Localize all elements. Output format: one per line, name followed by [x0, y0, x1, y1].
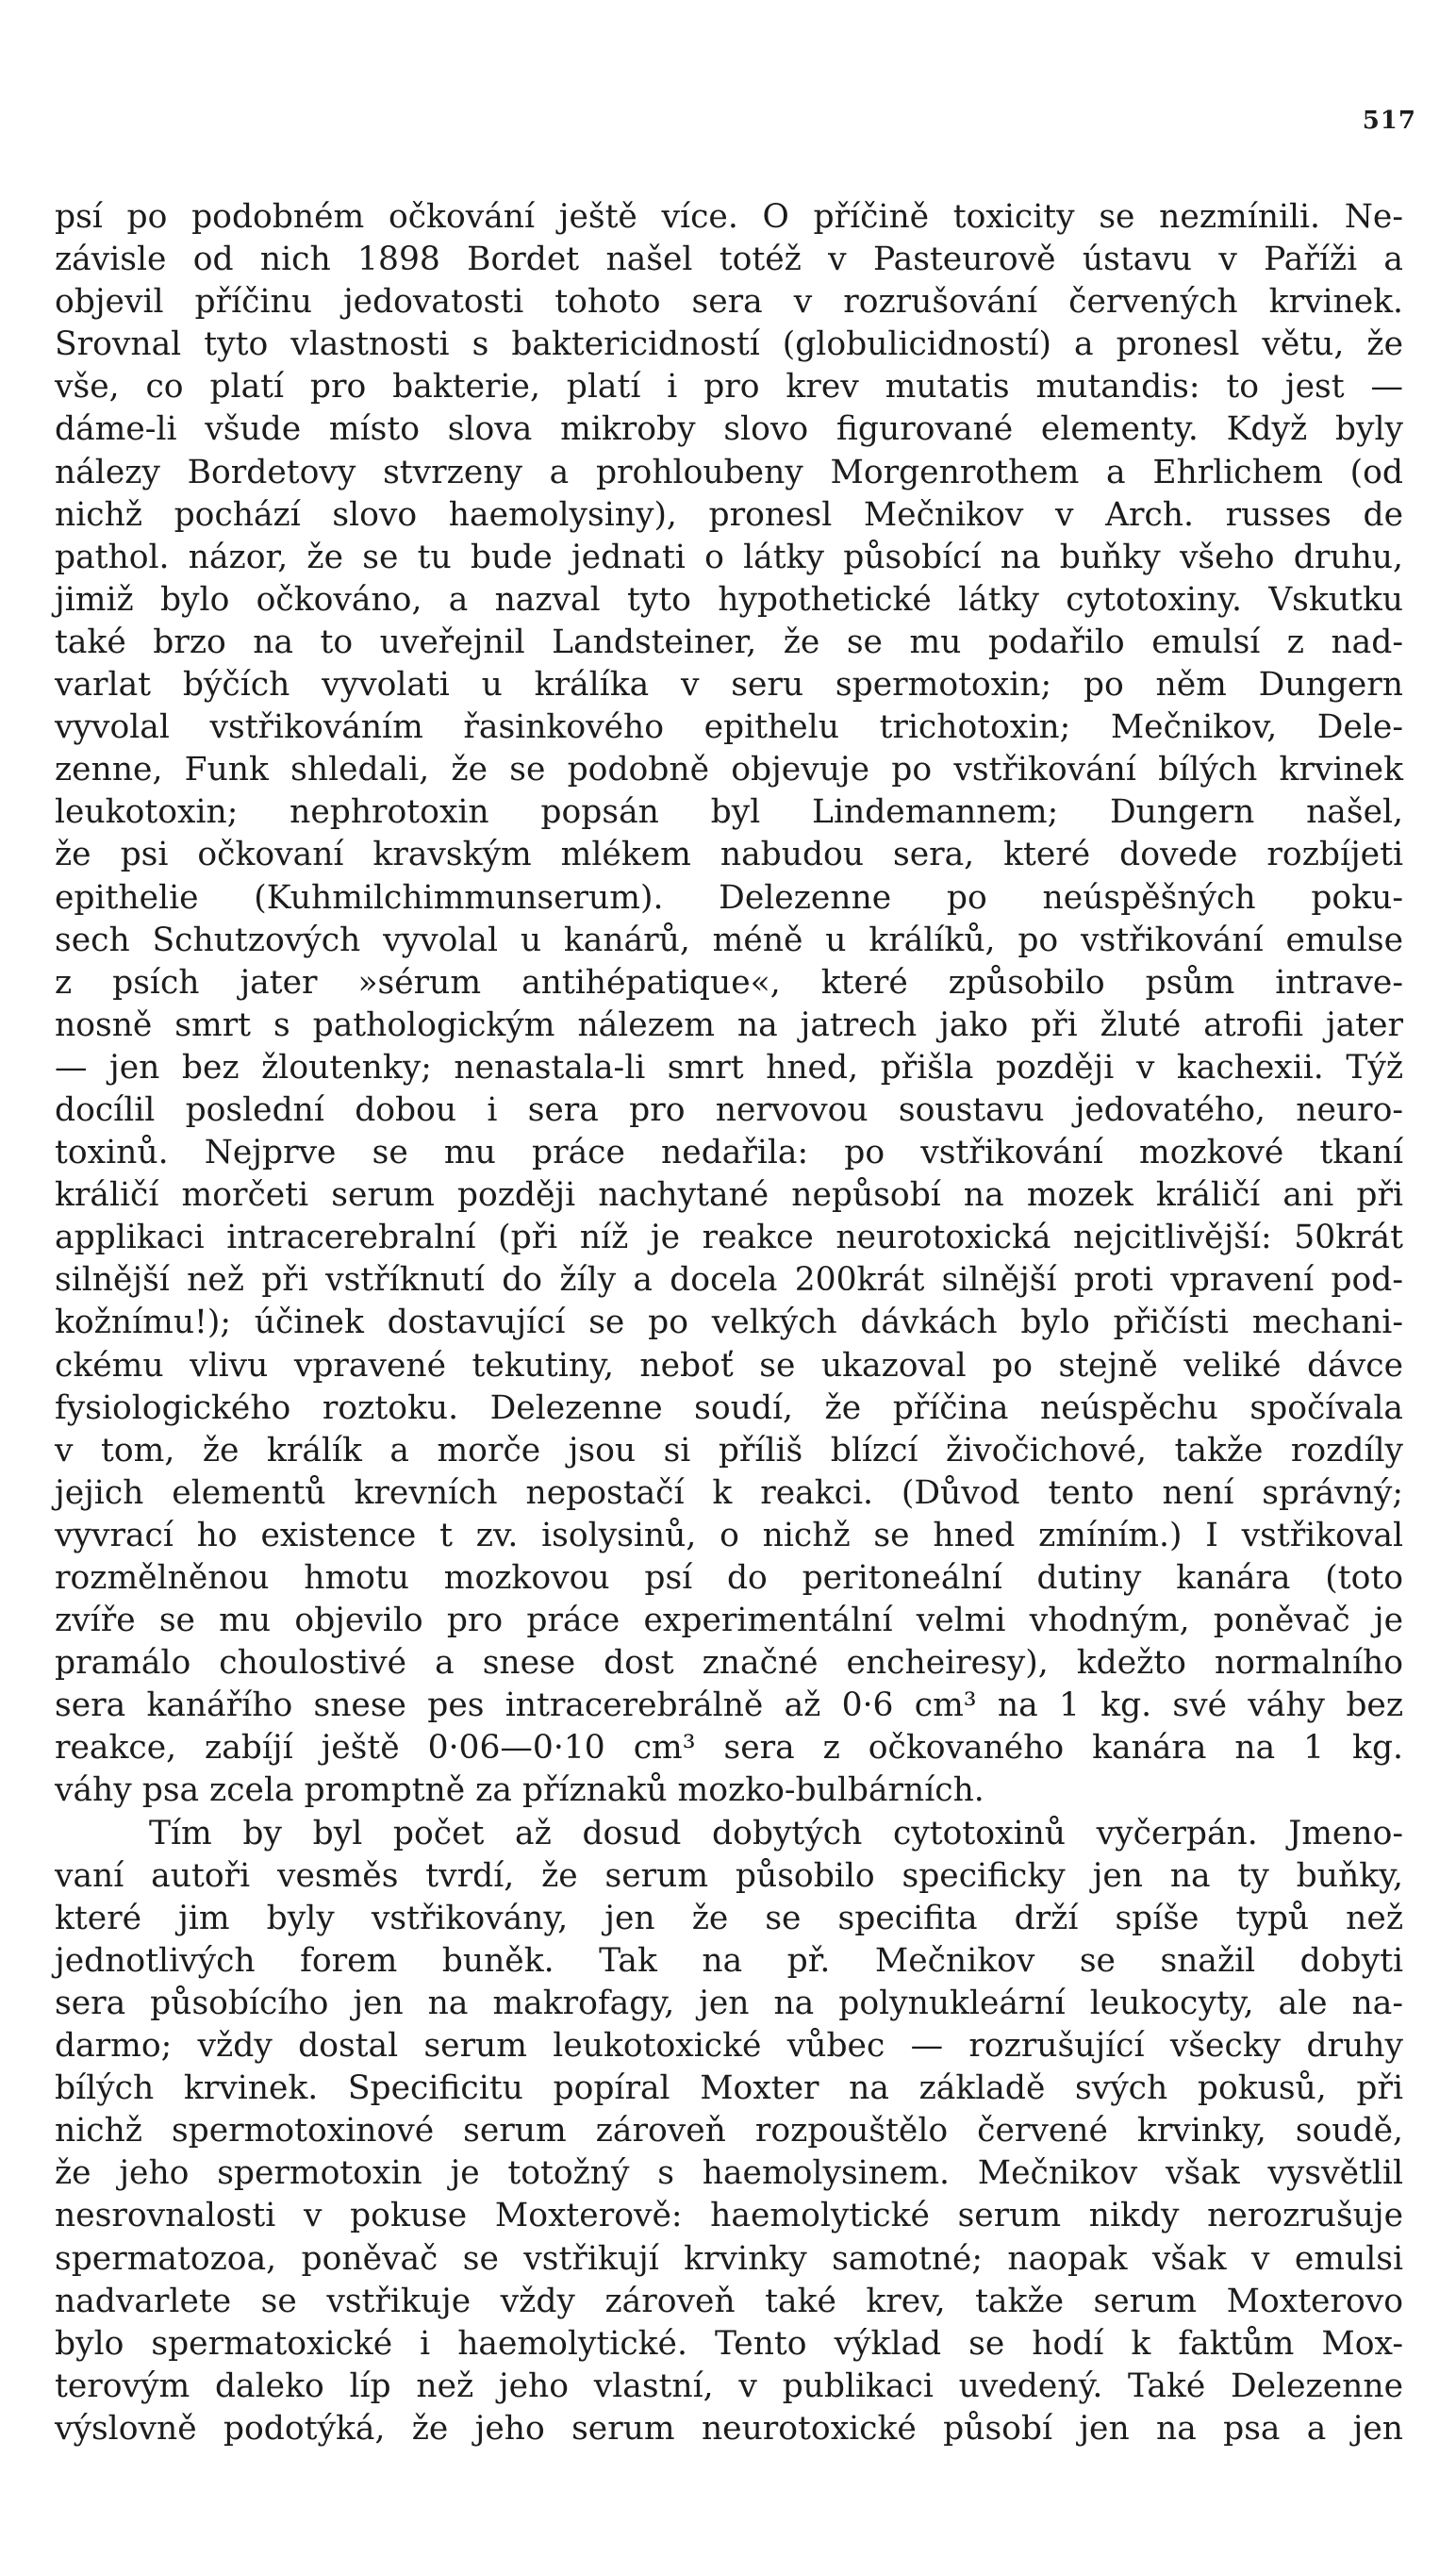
- text-line: sera kanářího snese pes intracerebrálně až 0·6 cm³ na 1 kg. své váhy bez: [55, 1686, 1403, 1725]
- text-line: terovým daleko líp než jeho vlastní, v publikaci uvedený. Také Delezenne: [55, 2366, 1403, 2405]
- text-line: ckému vlivu vpravené tekutiny, neboť se ukazoval po stejně veliké dávce: [55, 1346, 1403, 1385]
- body-text: [55, 196, 1403, 2450]
- text-line: dáme-li všude místo slova mikroby slovo figurované elementy. Když byly: [55, 410, 1403, 449]
- text-line: že jeho spermotoxin je totožný s haemolysinem. Mečnikov však vysvětlil: [55, 2154, 1403, 2193]
- text-line: leukotoxin; nephrotoxin popsán byl Lindemannem; Dungern našel,: [55, 793, 1403, 832]
- text-line: nálezy Bordetovy stvrzeny a prohloubeny Morgenrothem a Ehrlichem (od: [55, 453, 1403, 491]
- text-line: nichž pochází slovo haemolysiny), pronesl Mečnikov v Arch. russes de: [55, 495, 1403, 534]
- text-line: jednotlivých forem buněk. Tak na př. Mečnikov se snažil dobyti: [55, 1941, 1403, 1980]
- text-line: reakce, zabíjí ještě 0·06—0·10 cm³ sera z očkovaného kanára na 1 kg.: [55, 1729, 1403, 1768]
- text-line: vše, co platí pro bakterie, platí i pro krev mutatis mutandis: to jest —: [55, 368, 1403, 407]
- text-line: pramálo choulostivé a snese dost značné encheiresy), kdežto normalního: [55, 1644, 1403, 1683]
- text-line: vyvrací ho existence t zv. isolysinů, o nichž se hned zmíním.) I vstřikoval: [55, 1516, 1403, 1554]
- text-line: v tom, že králík a morče jsou si příliš blízcí živočichové, takže rozdíly: [55, 1431, 1403, 1470]
- text-line: králičí morčeti serum později nachytané nepůsobí na mozek králičí ani při: [55, 1176, 1403, 1215]
- text-line: jejich elementů krevních nepostačí k reakci. (Důvod tento není správný;: [55, 1473, 1403, 1512]
- text-line: váhy psa zcela promptně za příznaků mozko-bulbárních.: [55, 1771, 984, 1810]
- text-line: spermatozoa, poněvač se vstřikují krvinky samotné; naopak však v emulsi: [55, 2239, 1403, 2278]
- text-line: objevil příčinu jedovatosti tohoto sera v rozrušování červených krvinek.: [55, 283, 1403, 322]
- text-line: bylo spermatoxické i haemolytické. Tento výklad se hodí k faktům Mox-: [55, 2324, 1403, 2363]
- text-line: vaní autoři vesměs tvrdí, že serum působilo specificky jen na ty buňky,: [55, 1856, 1403, 1895]
- text-line: silnější než při vstříknutí do žíly a docela 200krát silnější proti vpravení pod-: [55, 1261, 1403, 1300]
- text-line: které jim byly vstřikovány, jen že se specifita drží spíše typů než: [55, 1899, 1403, 1937]
- text-line: z psích jater »sérum antihépatique«, které způsobilo psům intrave-: [55, 963, 1403, 1002]
- text-line: že psi očkovaní kravským mlékem nabudou sera, které dovede rozbíjeti: [55, 836, 1403, 874]
- text-line: zvíře se mu objevilo pro práce experimentální velmi vhodným, poněvač je: [55, 1602, 1403, 1640]
- text-line: docílil poslední dobou i sera pro nervovou soustavu jedovatého, neuro-: [55, 1090, 1403, 1129]
- text-line: rozmělněnou hmotu mozkovou psí do peritoneální dutiny kanára (toto: [55, 1559, 1403, 1597]
- text-line: nichž spermotoxinové serum zároveň rozpouštělo červené krvinky, soudě,: [55, 2112, 1403, 2151]
- page-number: 517: [1362, 107, 1416, 135]
- text-line: varlat býčích vyvolati u králíka v seru spermotoxin; po něm Dungern: [55, 666, 1403, 705]
- text-line: fysiologického roztoku. Delezenne soudí, že příčina neúspěchu spočívala: [55, 1388, 1403, 1427]
- text-line: psí po podobném očkování ještě více. O příčině toxicity se nezmínili. Ne-: [55, 198, 1403, 236]
- text-line: bílých krvinek. Specificitu popíral Moxter na základě svých pokusů, při: [55, 2069, 1403, 2108]
- text-line: Srovnal tyto vlastnosti s baktericidností (globulicidností) a pronesl větu, že: [55, 325, 1403, 364]
- text-line: darmo; vždy dostal serum leukotoxické vůbec — rozrušující všecky druhy: [55, 2027, 1403, 2066]
- text-line: applikaci intracerebralní (při níž je reakce neurotoxická nejcitlivější: 50krát: [55, 1219, 1403, 1257]
- text-line: sech Schutzových vyvolal u kanárů, méně u králíků, po vstřikování emulse: [55, 921, 1403, 959]
- text-line: závisle od nich 1898 Bordet našel totéž v Pasteurově ústavu v Paříži a: [55, 241, 1403, 279]
- text-line: nadvarlete se vstřikuje vždy zároveň také krev, takže serum Moxterovo: [55, 2282, 1403, 2320]
- text-line: jimiž bylo očkováno, a nazval tyto hypothetické látky cytotoxiny. Vskutku: [55, 580, 1403, 619]
- text-line: vyvolal vstřikováním řasinkového epithelu trichotoxin; Mečnikov, Dele-: [55, 708, 1403, 747]
- text-line: nosně smrt s pathologickým nálezem na jatrech jako při žluté atrofii jater: [55, 1005, 1403, 1044]
- text-line: kožnímu!); účinek dostavující se po velkých dávkách bylo přičísti mechani-: [55, 1304, 1403, 1342]
- text-line: toxinů. Nejprve se mu práce nedařila: po vstřikování mozkové tkaní: [55, 1134, 1403, 1172]
- text-line: Tím by byl počet až dosud dobytých cytotoxinů vyčerpán. Jmeno-: [149, 1814, 1403, 1852]
- text-line: pathol. názor, že se tu bude jednati o látky působící na buňky všeho druhu,: [55, 538, 1403, 576]
- text-line: zenne, Funk shledali, že se podobně objevuje po vstřikování bílých krvinek: [55, 751, 1403, 789]
- text-line: také brzo na to uveřejnil Landsteiner, že se mu podařilo emulsí z nad-: [55, 623, 1403, 661]
- text-line: — jen bez žloutenky; nenastala-li smrt hned, přišla později v kachexii. Týž: [55, 1048, 1403, 1087]
- text-line: epithelie (Kuhmilchimmunserum). Delezenne po neúspěšných poku-: [55, 878, 1403, 917]
- text-line: nesrovnalosti v pokuse Moxterově: haemolytické serum nikdy nerozrušuje: [55, 2197, 1403, 2235]
- text-line: sera působícího jen na makrofagy, jen na polynukleární leukocyty, ale na-: [55, 1984, 1403, 2022]
- text-line: výslovně podotýká, že jeho serum neurotoxické působí jen na psa a jen: [55, 2409, 1403, 2448]
